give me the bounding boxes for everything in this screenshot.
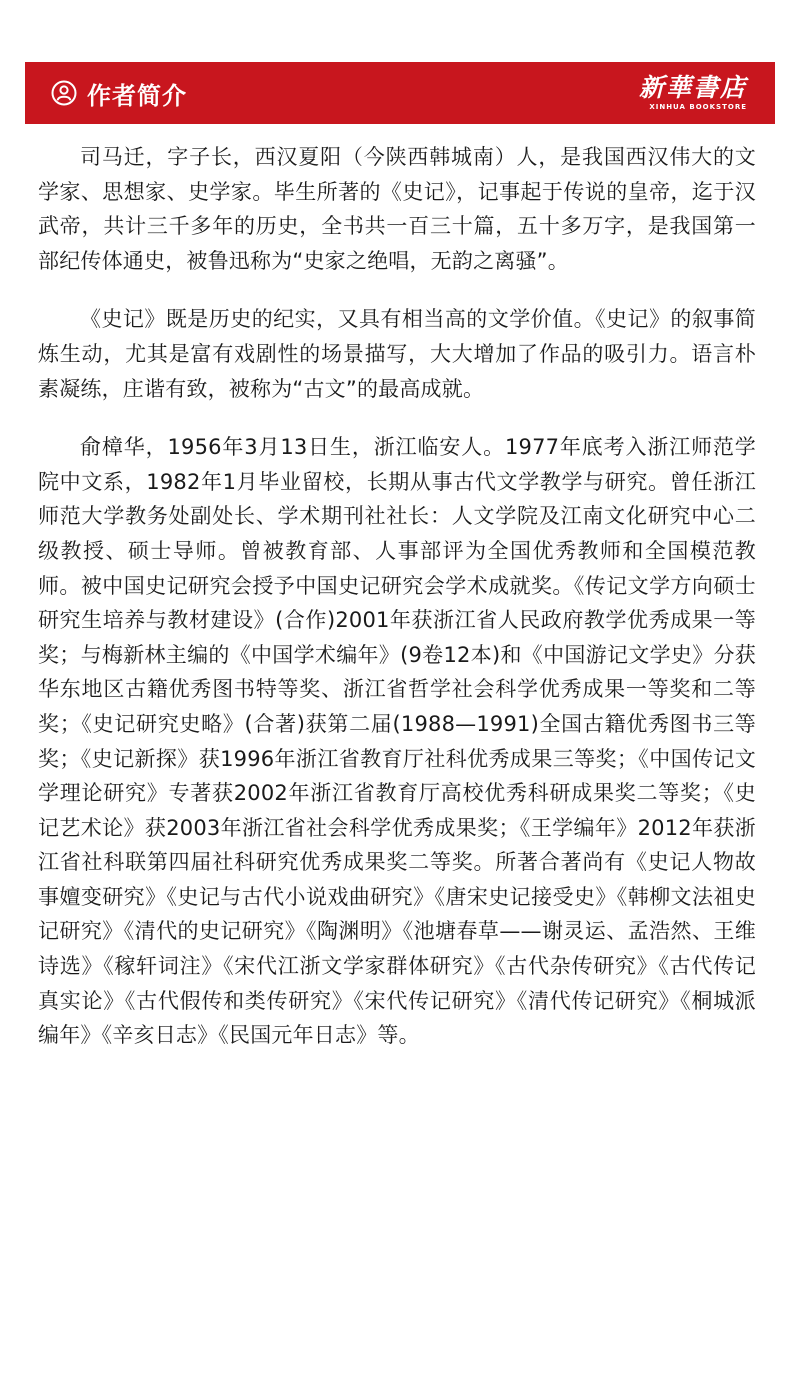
section-title: 作者简介 — [87, 81, 187, 110]
xinhua-bookstore-logo — [639, 74, 747, 112]
paragraph-sima-qian: 司马迁，字子长，西汉夏阳（今陕西韩城南）人，是我国西汉伟大的文学家、思想家、史学家。毕生所著的《史记》，记事起于传说的皇帝，迄于汉武帝，共计三千多年的历史，全书共一百三十篇，五十多万字，是我国第一部纪传体通史，被鲁迅称为“史家之绝唱，无韵之离骚”。 — [38, 145, 756, 273]
paragraph-yu-zhanghua: 俞樟华，1956年3月13日生，浙江临安人。1977年底考入浙江师范学院中文系，1982年1月毕业留校，长期从事古代文学教学与研究。曾任浙江师范大学教务处副处长、学术期刊社社长：人文学院及江南文化研究中心二级教授、硕士导师。曾被教育部、人事部评为全国优秀教师和全国模范教师。被中国史记研究会授予中国史记研究会学术成就奖。《传记文学方向硕士研究生培养与教材建设》(合作)2001年获浙江省人民政府教学优秀成果一等奖；与梅新林主编的《中国学术编年》(9卷12本)和《中国游记文学史》分获华东地区古籍优秀图书特等奖、浙江省哲学社会科学优秀成果一等奖和二等奖；《史记研究史略》(合著)获第二届(1988—1991)全国古籍优秀图书三等奖；《史记新探》获1996年浙江省教育厅社科优秀成果三等奖；《中国传记文学理论研究》专著获2002年浙江省教育厅高校优秀科研成果奖二等奖；《史记艺术论》获2003年浙江省社会科学优秀成果奖；《王学编年》2012年获浙江省社科联第四届社科研究优秀成果奖二等奖。所著合著尚有《史记人物故事嬗变研究》《史记与古代小说戏曲研究》《唐宋史记接受史》《韩柳文法祖史记研究》《清代的史记研究》《陶渊明》《池塘春草——谢灵运、孟浩然、王维诗选》《稼轩词注》《宋代江浙文学家群体研究》《古代杂传研究》《古代传记真实论》《古代假传和类传研究》《宋代传记研究》《清代传记研究》《桐城派编年》《辛亥日志》《民国元年日志》等。 — [38, 435, 756, 1048]
logo-chinese-text: 新華書店 — [638, 73, 747, 102]
paragraph-shiji-value: 《史记》既是历史的纪实，又具有相当高的文学价值。《史记》的叙事简炼生动，尤其是富有戏剧性的场景描写，大大增加了作品的吸引力。语言朴素凝练，庄谐有致，被称为“古文”的最高成就。 — [38, 307, 756, 401]
user-circle-icon — [51, 80, 77, 106]
logo-english-text: XINHUA BOOKSTORE — [649, 103, 747, 111]
author-intro-content — [38, 140, 756, 1053]
section-header-bar — [25, 62, 775, 124]
